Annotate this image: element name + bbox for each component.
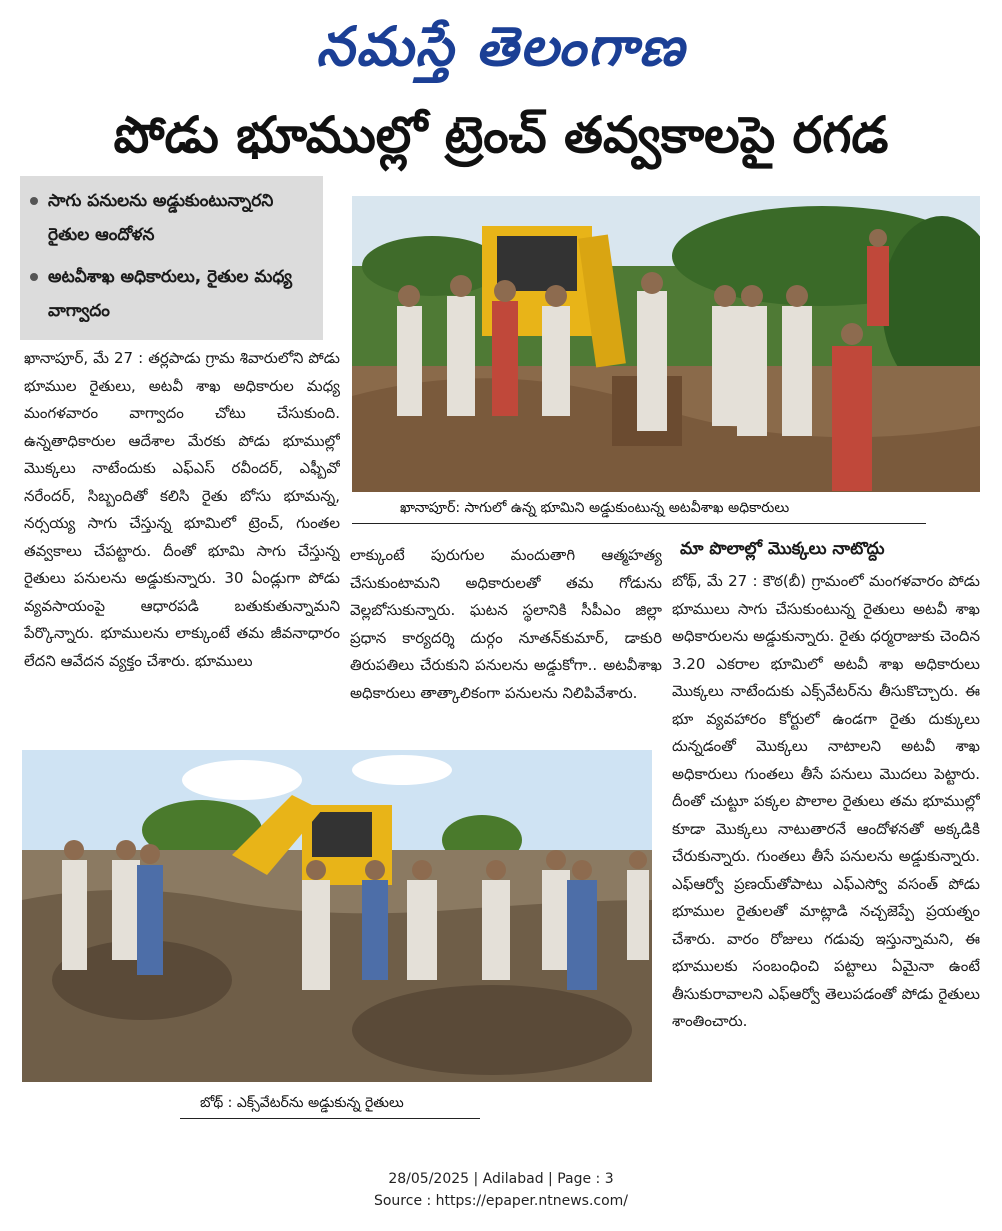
photo-forest-officials xyxy=(352,196,980,492)
story2-title: మా పొలాల్లో మొక్కలు నాటొద్దు xyxy=(680,539,885,559)
photo1-caption: ఖానాపూర్: సాగులో ఉన్న భూమిని అడ్డుకుంటున్న అటవీశాఖ అధికారులు xyxy=(400,500,790,516)
divider xyxy=(180,1118,480,1119)
story2-body: బోథ్, మే 27 : కౌఠ(బీ) గ్రామంలో మంగళవారం పోడు భూములు సాగు చేసుకుంటున్న రైతులు అటవీ శాఖ అధికారులను అడ్డుకున్నారు. రైతు ధర్మరాజుకు చెందిన 3.20 ఎకరాల భూమిలో అటవీ శాఖ అధికారులు మొక్కలు నాటేందుకు ఎక్స్‌వేటర్‌ను తీసుకొచ్చారు. ఈ భూ వ్యవహారం కోర్టులో ఉండగా రైతు దుక్కులు దున్నడంతో మొక్కలు నాటాలని అటవీ శాఖ అధికారులు గుంతలు తీసే పనులు మొదలు పెట్టారు. దీంతో చుట్టూ పక్కల పొలాల రైతులు తమ భూముల్లో కూడా మొక్కలు నాటుతారనే ఆందోళనతో అక్కడికి చేరుకున్నారు. గుంతలు తీసే పనులను అడ్డుకున్నారు. ఎఫ్ఆర్వో ప్రణయ్‌తోపాటు ఎఫ్ఎస్వో వసంత్ పోడు భూముల రైతులతో మాట్లాడి నచ్చజెప్పే ప్రయత్నం చేశారు. వారం రోజులు గడువు ఇస్తున్నామని, ఈ భూములకు సంబంధించి పట్టాలు ఏమైనా ఉంటే తీసుకురావాలని ఎఫ్ఆర్వో తెలుపడంతో పోడు రైతులు శాంతించారు. xyxy=(672,572,980,1030)
footer-date-edition: 28/05/2025 | Adilabad | Page : 3 xyxy=(388,1171,614,1187)
photo2-caption: బోథ్ : ఎక్స్‌వేటర్‌ను అడ్డుకున్న రైతులు xyxy=(200,1095,404,1111)
photo-farmers-excavator xyxy=(22,750,652,1082)
story1-column1: ఖానాపూర్, మే 27 : తర్లపాడు గ్రామ శివారులోని పోడు భూముల రైతులు, అటవీ శాఖ అధికారుల మధ్య మంగళవారం వాగ్వాదం చోటు చేసుకుంది. ఉన్నతాధికారుల ఆదేశాల మేరకు పోడు భూముల్లో మొక్కలు నాటేందుకు ఎఫ్ఎస్ రవీందర్, ఎఫ్బీవో నరేందర్, సిబ్బందితో కలిసి రైతు బోసు భూమన్న, నర్సయ్య సాగు చేస్తున్న భూమిలో ట్రెంచ్, గుంతల తవ్వకాలు చేపట్టారు. దీంతో భూమి సాగు చేస్తున్న రైతులు పనులను అడ్డుకున్నారు. 30 ఏండ్లుగా పోడు వ్యవసాయంపై ఆధారపడి బతుకుతున్నామని పేర్కొన్నారు. భూములను లాక్కుంటే తమ జీవనాధారం లేదని ఆవేదన వ్యక్తం చేశారు. భూములు xyxy=(24,349,340,670)
story1-column2: లాక్కుంటే పురుగుల మందుతాగి ఆత్మహత్య చేసుకుంటామని అధికారులతో తమ గోడును వెల్లబోసుకున్నారు. ఘటన స్థలానికి సీపీఎం జిల్లా ప్రధాన కార్యదర్శి దుర్గం నూతన్‌కుమార్, డాకురి తిరుపతిలు చేరుకుని పనులను అడ్డుకోగా.. అటవీశాఖ అధికారులు తాత్కాలికంగా పనులను నిలిపివేశారు. xyxy=(350,546,662,702)
headline: పోడు భూముల్లో ట్రెంచ్ తవ్వకాలపై రగడ xyxy=(113,106,889,164)
divider xyxy=(352,523,926,524)
masthead-logo: నమస్తే తెలంగాణ xyxy=(316,14,686,78)
highlight-item: సాగు పనులను అడ్డుకుంటున్నారని రైతుల ఆందోళన xyxy=(30,184,320,252)
highlight-item: అటవీశాఖ అధికారులు, రైతుల మధ్య వాగ్వాదం xyxy=(30,260,320,328)
highlights-box xyxy=(20,176,323,340)
bullet-icon xyxy=(30,273,38,281)
bullet-icon xyxy=(30,197,38,205)
footer-source: Source : https://epaper.ntnews.com/ xyxy=(373,1193,629,1209)
